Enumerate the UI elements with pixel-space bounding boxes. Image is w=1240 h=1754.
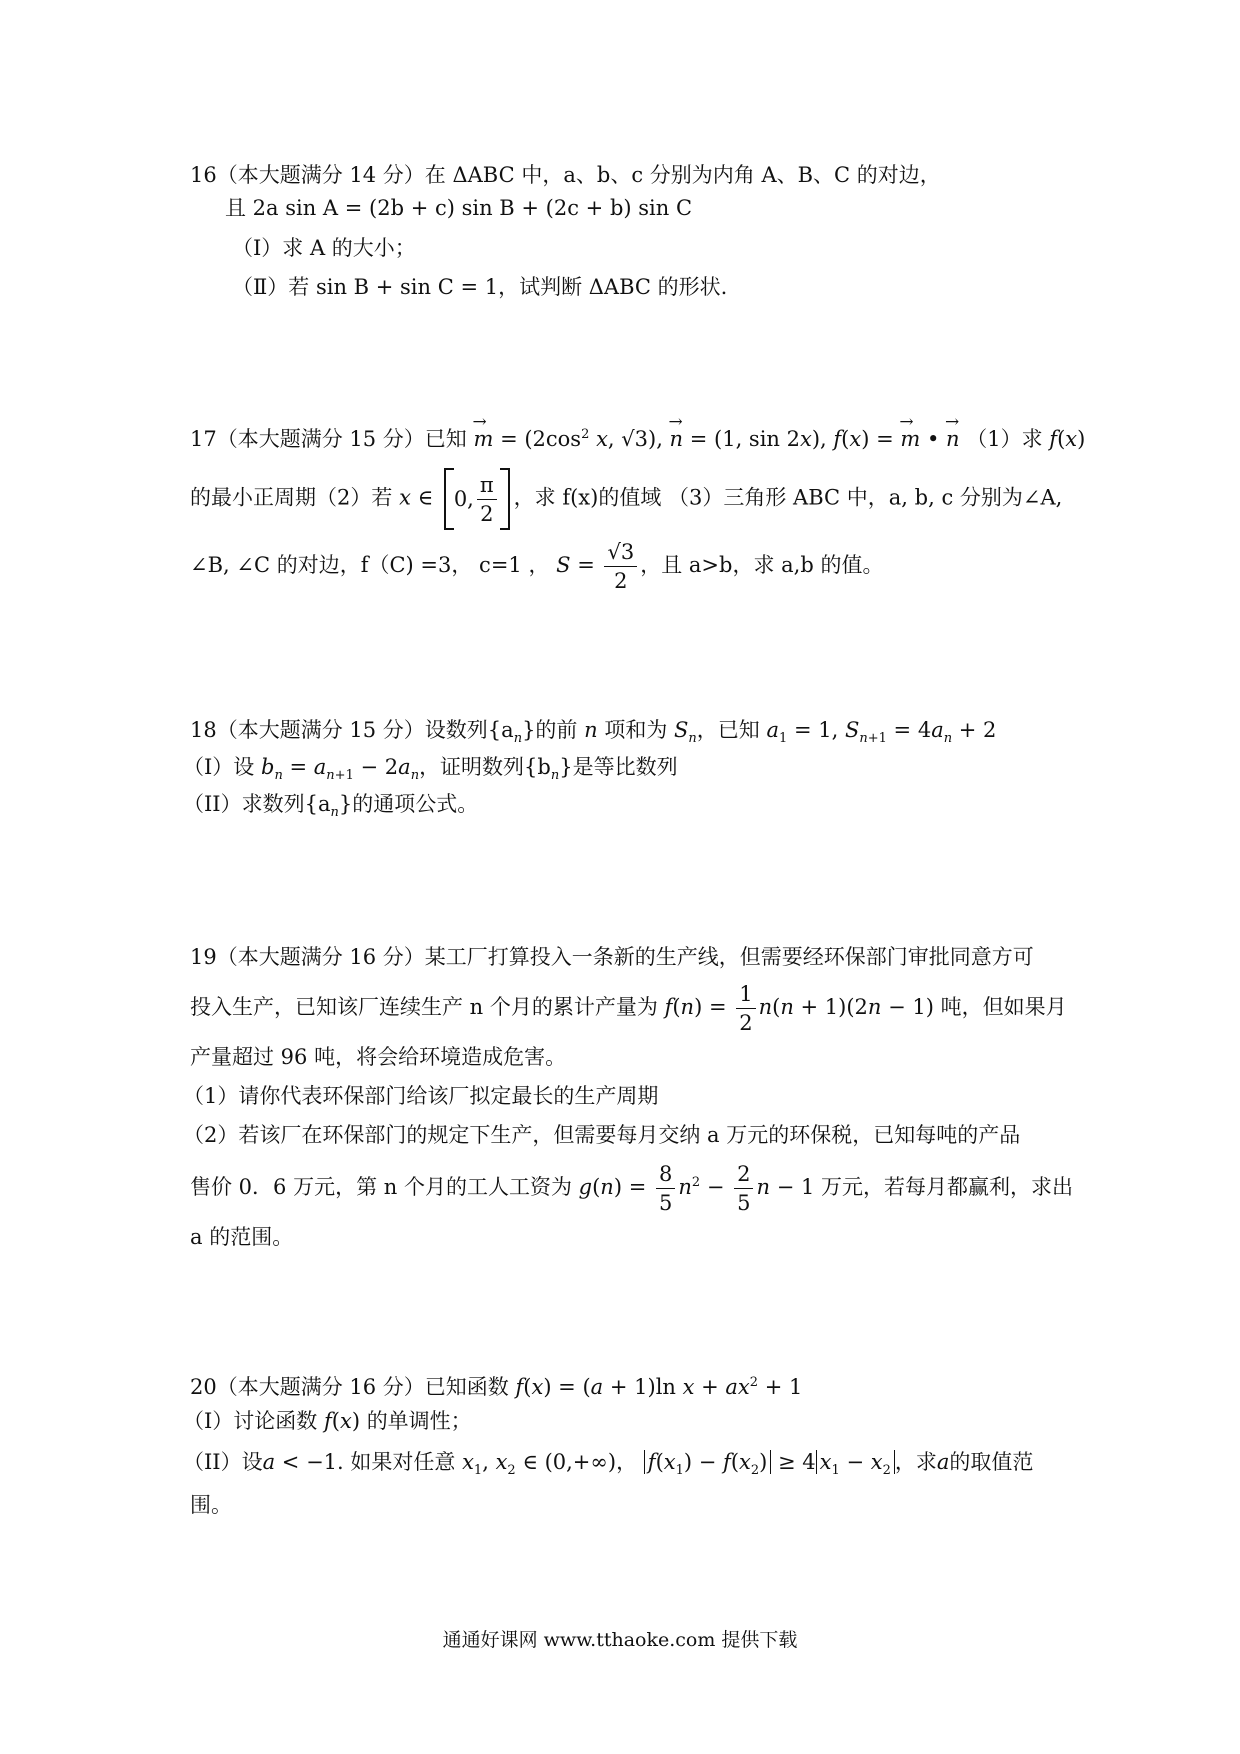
page-footer: 通通好课网 www.tthaoke.com 提供下载 [442,1629,798,1651]
q16-condition: 且 2a sin A = (2b + c) sin B + (2c + b) sin C [225,196,693,220]
q16-part2: （Ⅱ）若 sin B + sin C = 1，试判断 ΔABC 的形状. [232,275,728,299]
q16-part1: （Ⅰ）求 A 的大小； [232,236,416,260]
q19-line1: 19（本大题满分 16 分）某工厂打算投入一条新的生产线，但需要经环保部门审批同意方可 [190,945,1034,969]
q16-heading: 16（本大题满分 14 分）在 ΔABC 中，a、b、c 分别为内角 A、B、C 的对边， [190,163,941,187]
q17-line1: 17（本大题满分 15 分）已知 → $m = (2\cos^2$ x, √3), → n = (1, sin 2x), f(x) = → m • → n （1）求 f(x) [190,420,1085,454]
q19-line2: 投入生产，已知该厂连续生产 n 个月的累计产量为 f(n) = $\frac{1}{2}$ n(n + 1)(2n − 1) 吨，但如果月 [190,982,1067,1035]
q20-part2: （II）设a < −1. 如果对任意 $x_1$, $x_2$ ∈ (0,+∞)， $f(x_1) - f(x_2) \ge 4$ $x_1 - x_2$ ，求a的取值范 [183,1450,1034,1479]
q19-part2: （2）若该厂在环保部门的规定下生产，但需要每月交纳 a 万元的环保税，已知每吨的产品 [183,1123,1021,1147]
q19-part1: （1）请你代表环保部门给该厂拟定最长的生产周期 [183,1084,659,1108]
q19-line6: 售价 0．6 万元，第 n 个月的工人工资为 g(n) = $\frac{8}{5}$ $n^2$ − $\frac{2}{5}$ n − 1 万元，若每月都赢利，求出 [190,1162,1073,1215]
q19-line7: a 的范围。 [190,1225,294,1249]
q20-heading: 20（本大题满分 16 分）已知函数 f(x) = (a + 1)ln $x + ax^2 + 1$ [190,1375,803,1399]
q20-part1: （I）讨论函数 f(x) 的单调性； [183,1409,472,1433]
q18-part1: （I）设 $b_n = a_{n+1} - 2a_n$，证明数列$\{b_n\}$是等比数列 [183,755,678,784]
q17-line2: 的最小正周期（2）若 x ∈ 0, $\frac{\pi}{2}$ ，求 f(x)的值域 （3）三角形 ABC 中，a, b, c 分别为∠A, [190,468,1062,530]
q20-line4: 围。 [190,1493,232,1517]
q17-vector-defs: → $m = (2\cos^2$ x, √3), → n = (1, sin 2x), f(x) = → m • → n [473,427,959,451]
q19-line3: 产量超过 96 吨，将会给环境造成危害。 [190,1045,567,1069]
q18-part2: （II）求数列$\{a_n\}$的通项公式。 [183,792,479,821]
q18-heading: 18（本大题满分 15 分）设数列$\{a_n\}$的前 n 项和为 $S_n$，已知 $a_1 = 1$, $S_{n+1} = 4a_n + 2$ [190,718,997,747]
q17-line3: ∠B, ∠C 的对边，f（C) =3， c=1 ， S = $\frac{√3}{2}$ ，且 a>b，求 a,b 的值。 [190,540,884,593]
q17-heading: 17（本大题满分 15 分）已知 [190,427,467,451]
